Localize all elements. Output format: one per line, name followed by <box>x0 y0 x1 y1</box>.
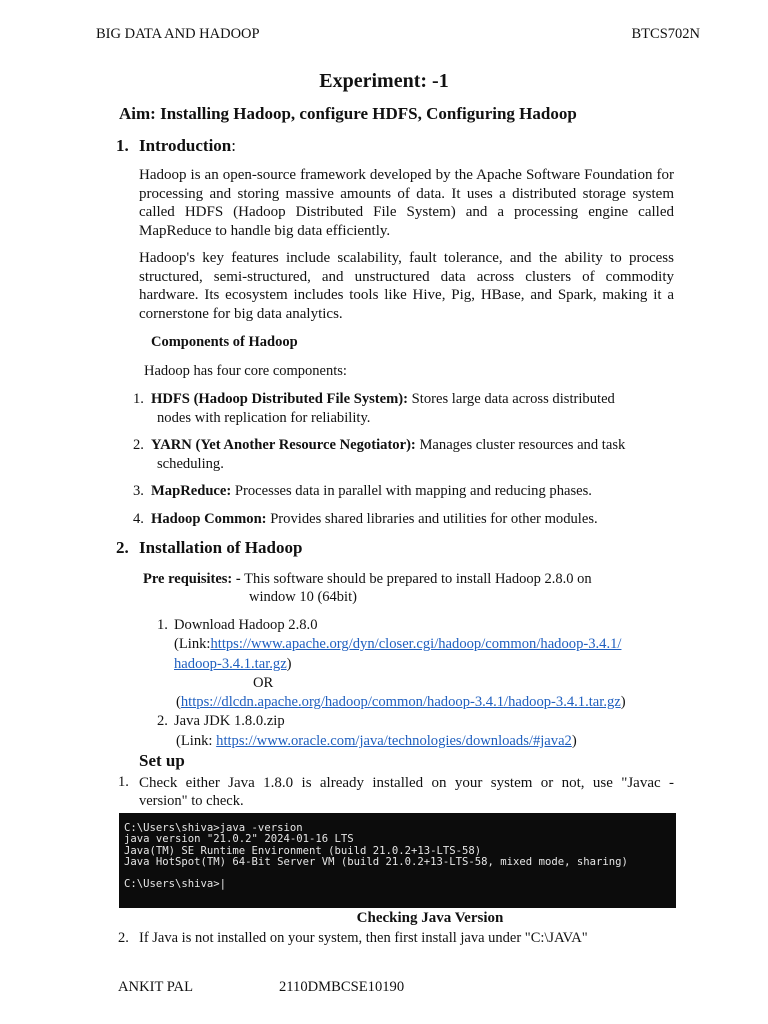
component-item-yarn: 2. YARN (Yet Another Resource Negotiator): Manages cluster resources and task scheduling. <box>133 437 626 472</box>
setup-heading: Set up <box>139 751 185 770</box>
download-hadoop-link-line: (Link:https://www.apache.org/dyn/closer.cgi/hadoop/common/hadoop-3.4.1/ <box>174 636 622 652</box>
setup-step-1-line-2: version" to check. <box>139 793 244 809</box>
setup-step-number: 1. <box>118 774 129 790</box>
terminal-line: Java HotSpot(TM) 64-Bit Server VM (build 21.0.2+13-LTS-58, mixed mode, sharing) <box>124 855 628 868</box>
download-item-number: 1. <box>157 617 168 633</box>
download-java-title: Java JDK 1.8.0.zip <box>174 713 285 729</box>
prerequisites-continued: window 10 (64bit) <box>249 589 357 605</box>
download-java-link-line: (Link: https://www.oracle.com/java/technologies/downloads/#java2) <box>176 733 577 749</box>
terminal-line: C:\Users\shiva>| <box>124 878 227 891</box>
download-item-number: 2. <box>157 713 168 729</box>
terminal-caption: Checking Java Version <box>356 910 504 926</box>
section-number: 2. <box>116 538 129 557</box>
hadoop-apache-link[interactable]: https://www.apache.org/dyn/closer.cgi/hadoop/common/hadoop-3.4.1/ <box>210 636 622 652</box>
setup-step-number: 2. <box>118 930 129 946</box>
component-item-mapreduce: 3. MapReduce: Processes data in parallel with mapping and reducing phases. <box>133 483 592 499</box>
java-version-terminal <box>119 813 676 908</box>
java-oracle-link[interactable]: https://www.oracle.com/java/technologies/downloads/#java2 <box>216 733 572 749</box>
setup-step-1-line-1: Check either Java 1.8.0 is already installed on your system or not, use "Javac - <box>139 775 674 791</box>
terminal-line: java version "21.0.2" 2024-01-16 LTS <box>124 833 354 846</box>
prerequisites: Pre requisites: - This software should be prepared to install Hadoop 2.8.0 on <box>143 571 592 587</box>
header-course-code: BTCS702N <box>631 26 700 42</box>
header-course-name: BIG DATA AND HADOOP <box>96 26 260 42</box>
intro-paragraph-2: Hadoop's key features include scalability, fault tolerance, and the ability to process structured, semi-structured, and unstructured data across clusters of commodity hardware. Its ecosystem includes tools like Hive, Pig, HBase, and Spark, making it a cornerstone for big data analytics. <box>139 250 674 322</box>
download-hadoop-link-line-2: hadoop-3.4.1.tar.gz) <box>174 656 292 672</box>
footer-roll-number: 2110DMBCSE10190 <box>279 979 405 995</box>
components-heading: Components of Hadoop <box>151 334 298 350</box>
footer-student-name: ANKIT PAL <box>118 979 194 995</box>
component-item-hadoop-common: 4. Hadoop Common: Provides shared libraries and utilities for other modules. <box>133 511 598 527</box>
terminal-line: C:\Users\shiva>java -version <box>124 822 303 834</box>
page-title: Experiment: -1 <box>319 70 449 92</box>
or-separator: OR <box>253 675 274 691</box>
hadoop-dlcdn-link[interactable]: https://dlcdn.apache.org/hadoop/common/hadoop-3.4.1/hadoop-3.4.1.tar.gz <box>180 694 621 710</box>
hadoop-apache-link-continued[interactable]: hadoop-3.4.1.tar.gz <box>174 656 287 672</box>
download-hadoop-alt-link-line: (https://dlcdn.apache.org/hadoop/common/hadoop-3.4.1/hadoop-3.4.1.tar.gz) <box>176 694 626 710</box>
section-title: Installation of Hadoop <box>139 538 303 557</box>
intro-paragraph-1: Hadoop is an open-source framework developed by the Apache Software Foundation for processing and storing massive amounts of data. It uses a distributed storage system called HDFS (Hadoop Distributed File System) and a processing engine called MapReduce to handle big data efficiently. <box>139 167 674 239</box>
section-installation-heading <box>116 538 416 558</box>
setup-step-2: If Java is not installed on your system, then first install java under "C:\JAVA" <box>139 930 588 946</box>
components-lead: Hadoop has four core components: <box>144 363 347 379</box>
section-number: 1. <box>116 136 129 155</box>
terminal-line: Java(TM) SE Runtime Environment (build 21.0.2+13-LTS-58) <box>124 844 482 857</box>
section-title: Introduction: <box>139 136 236 155</box>
download-hadoop-title: Download Hadoop 2.8.0 <box>174 617 318 633</box>
component-item-hdfs: 1. HDFS (Hadoop Distributed File System): Stores large data across distributed nodes with replication for reliability. <box>133 391 615 426</box>
aim-heading: Aim: Installing Hadoop, configure HDFS, Configuring Hadoop <box>119 104 577 123</box>
section-introduction-heading <box>116 136 416 156</box>
